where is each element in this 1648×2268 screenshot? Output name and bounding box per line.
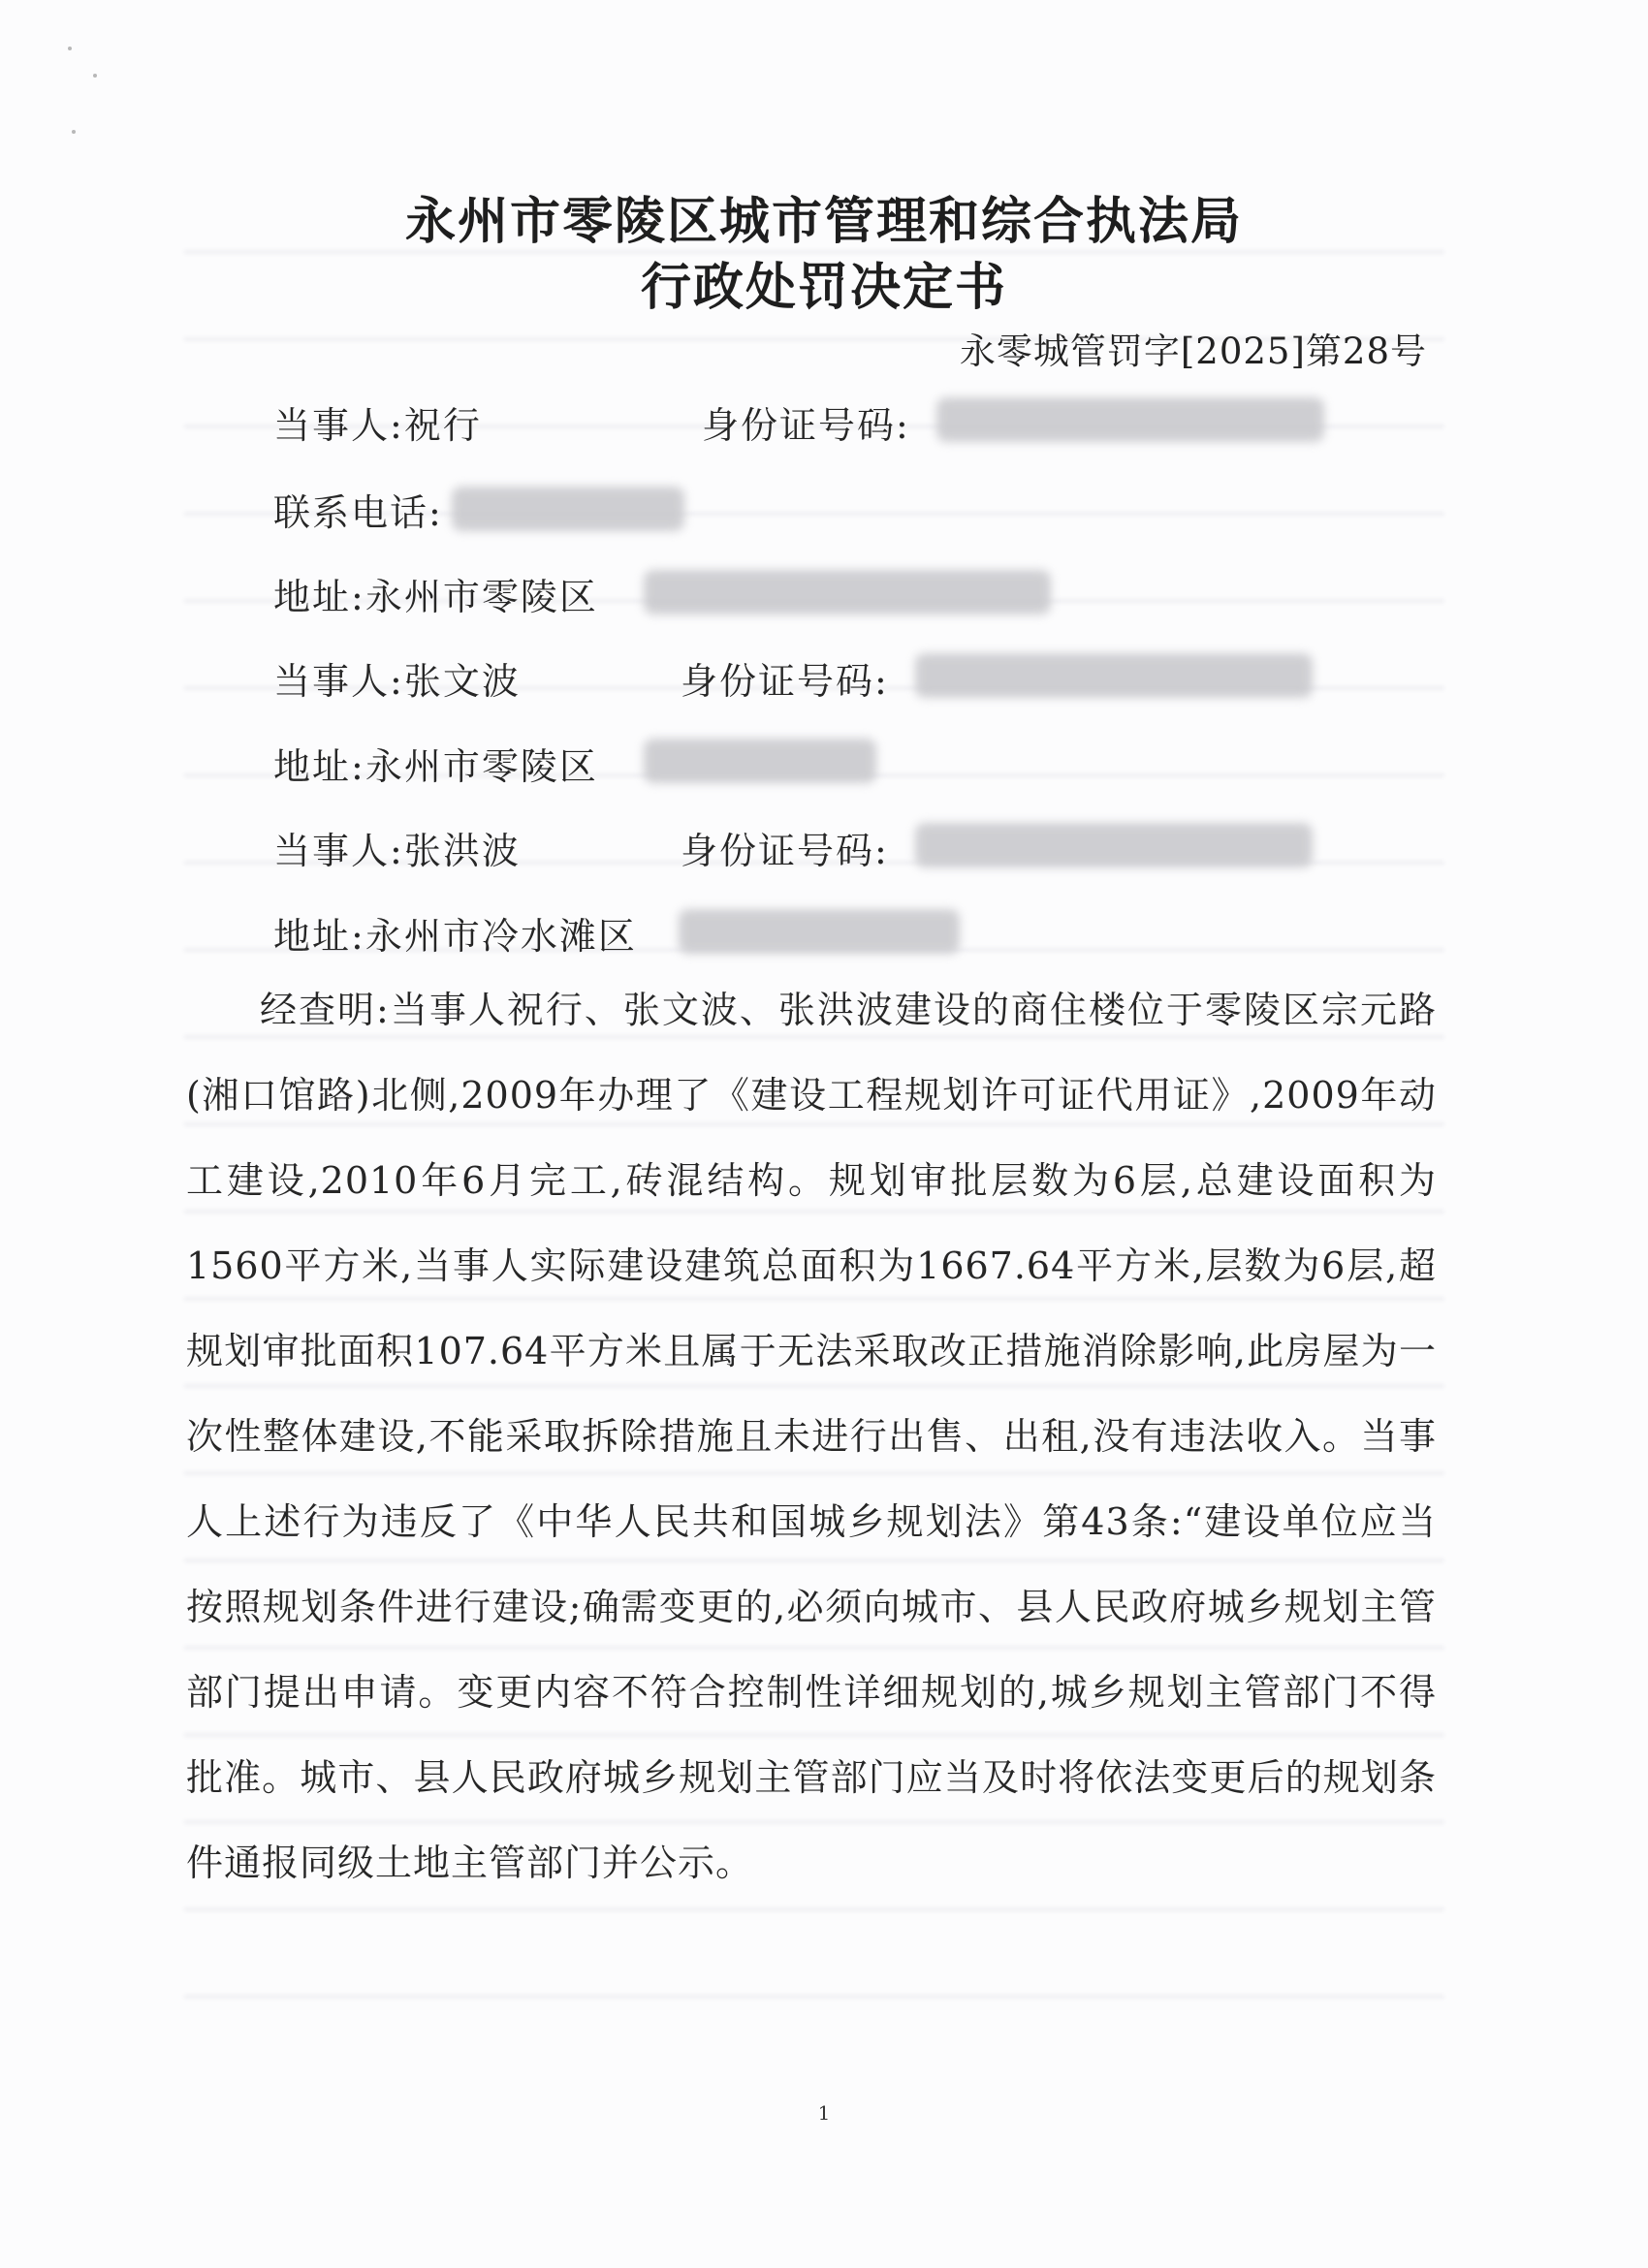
party3-id-row <box>681 821 889 874</box>
party1-id-row <box>702 395 910 449</box>
document-title-line1: 永州市零陵区城市管理和综合执法局 <box>404 192 1243 251</box>
document-title-line2: 行政处罚决定书 <box>640 258 1007 317</box>
party2-address-label: 地址: <box>273 745 365 788</box>
party3-name-row <box>273 821 521 874</box>
party1-phone-row <box>273 483 443 536</box>
party1-phone-redacted <box>452 487 684 531</box>
party3-name-label: 当事人: <box>273 830 404 872</box>
findings-section <box>186 967 1437 1906</box>
party3-address: 永州市冷水滩区 <box>364 915 637 958</box>
party1-address-label: 地址: <box>273 576 365 618</box>
party2-name: 张文波 <box>403 660 521 703</box>
party2-name-row <box>273 651 521 705</box>
party2-name-label: 当事人: <box>273 660 404 703</box>
findings-paragraph: 经查明:当事人祝行、张文波、张洪波建设的商住楼位于零陵区宗元路(湘口馆路)北侧,2009年办理了《建设工程规划许可证代用证》,2009年动工建设,2010年6月完工,砖混结构。规划审批层数为6层,总建设面积为1560平方米,当事人实际建设建筑总面积为1667.64平方米,层数为6层,超规划审批面积107.64平方米且属于无法采取改正措施消除影响,此房屋为一次性整体建设,不能采取拆除措施且未进行出售、出租,没有违法收入。当事人上述行为违反了《中华人民共和国城乡规划法》第43条:“建设单位应当按照规划条件进行建设;确需变更的,必须向城市、县人民政府城乡规划主管部门提出申请。变更内容不符合控制性详细规划的,城乡规划主管部门不得批准。城市、县人民政府城乡规划主管部门应当及时将依法变更后的规划条件通报同级土地主管部门并公示。 <box>186 989 1437 1884</box>
party1-name-row <box>273 395 482 449</box>
party1-address-redacted <box>644 570 1051 614</box>
page-number: 1 <box>817 2101 831 2125</box>
party3-id-redacted <box>915 823 1313 867</box>
party1-id-label: 身份证号码: <box>702 404 910 447</box>
scan-speck <box>93 74 97 78</box>
party2-id-redacted <box>915 653 1313 698</box>
scan-speck <box>72 130 76 134</box>
document-number: 永零城管罚字[2025]第28号 <box>959 331 1427 372</box>
party1-phone-label: 联系电话: <box>273 491 443 534</box>
party1-address-row <box>273 567 598 620</box>
party3-address-label: 地址: <box>273 915 365 958</box>
party1-name: 祝行 <box>403 404 482 447</box>
party3-name: 张洪波 <box>403 830 521 872</box>
party3-id-label: 身份证号码: <box>681 830 889 872</box>
party2-id-label: 身份证号码: <box>681 660 889 703</box>
scan-speck <box>68 47 72 50</box>
party2-id-row <box>681 651 889 705</box>
party1-address: 永州市零陵区 <box>364 576 598 618</box>
party2-address: 永州市零陵区 <box>364 745 598 788</box>
party2-address-row <box>273 737 598 790</box>
party1-id-redacted <box>936 397 1324 442</box>
party3-address-row <box>273 906 637 960</box>
party1-name-label: 当事人: <box>273 404 404 447</box>
party3-address-redacted <box>679 909 960 954</box>
party2-address-redacted <box>644 739 876 783</box>
